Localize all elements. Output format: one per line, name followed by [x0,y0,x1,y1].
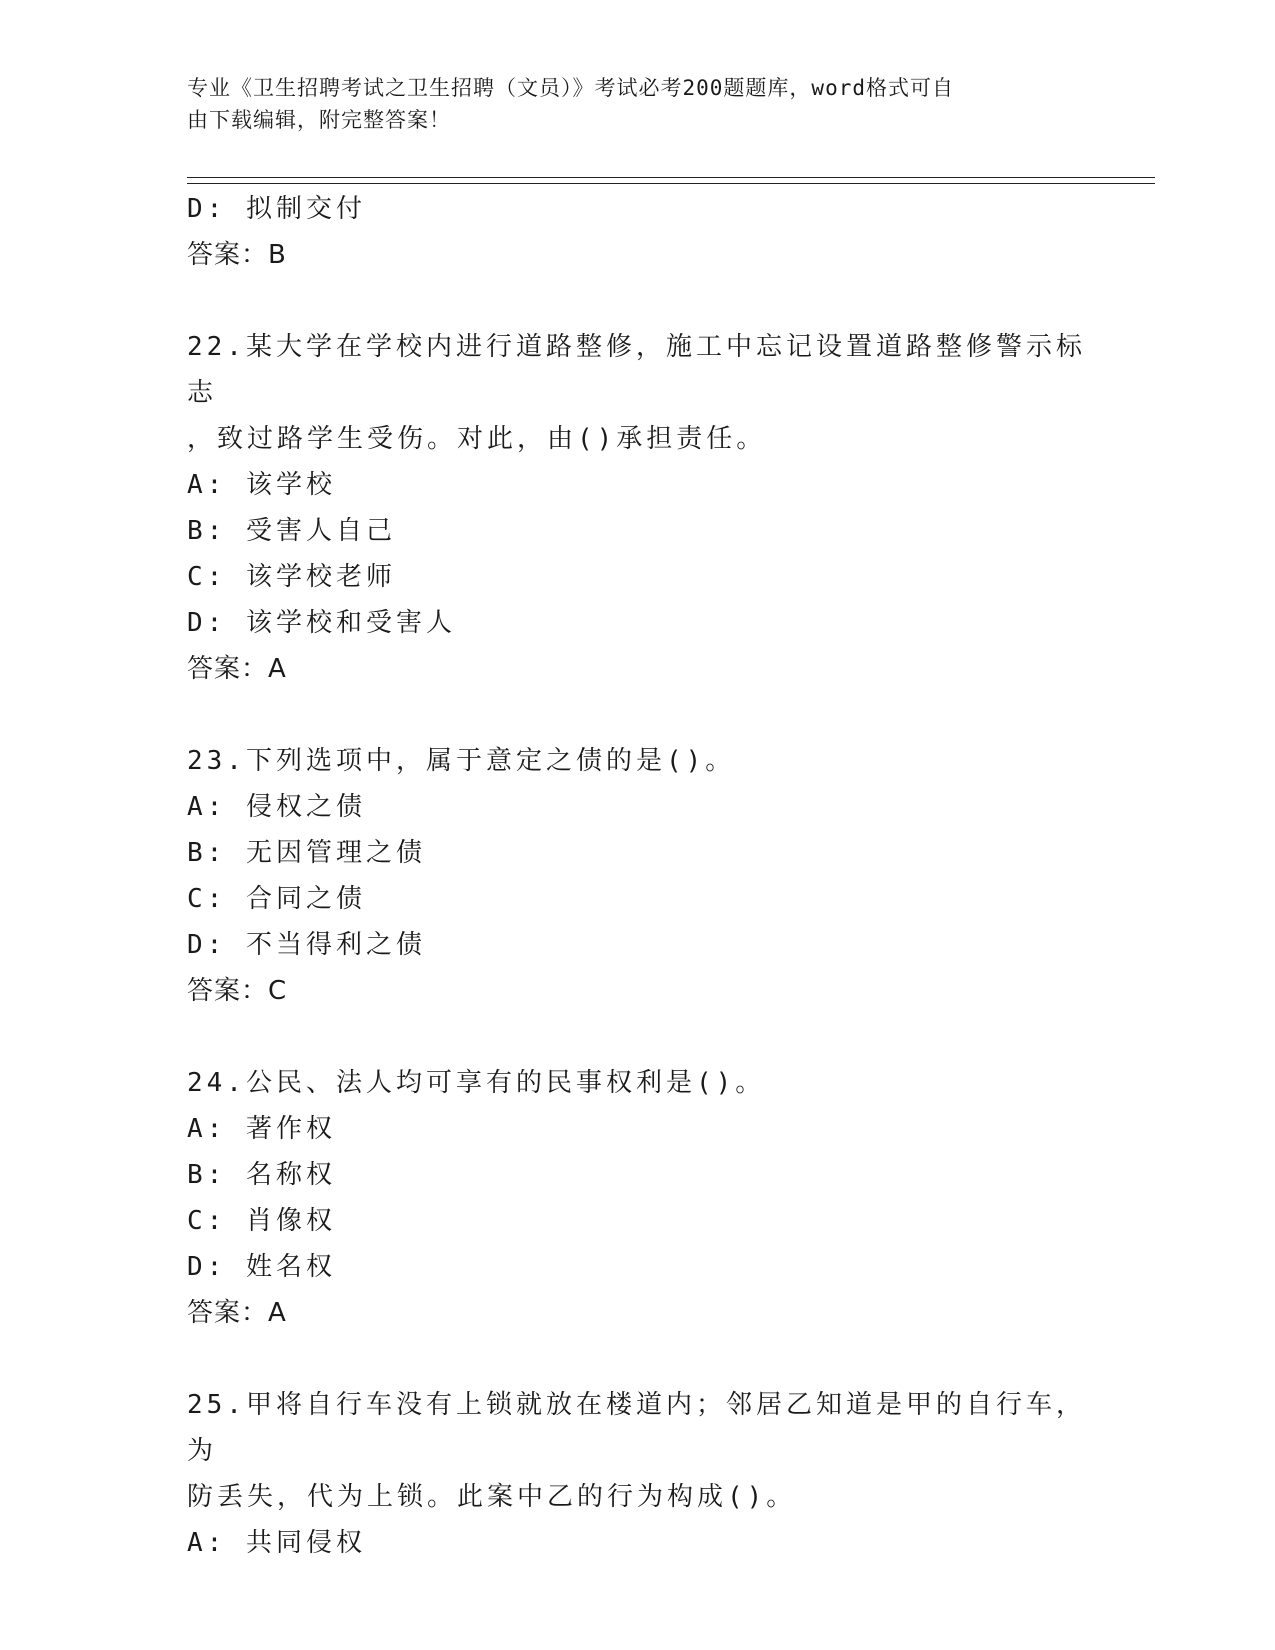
option-a: A: 该学校 [187,470,336,500]
option-d: D: 该学校和受害人 [187,608,456,638]
question-22 [187,324,1087,692]
header-rule-top [187,177,1155,178]
question-24 [187,1060,1087,1336]
option-a: A: 共同侵权 [187,1528,366,1558]
header-title-line-2: 由下载编辑，附完整答案！ [187,108,451,132]
option-d: D: 拟制交付 [187,194,366,224]
question-stem-line-1: 23.下列选项中，属于意定之债的是()。 [187,746,736,776]
question-stem-line-1: 22.某大学在学校内进行道路整修，施工中忘记设置道路整修警示标志 [187,332,1086,408]
question-stem-line-1: 24.公民、法人均可享有的民事权利是()。 [187,1068,766,1098]
header-rule-bottom [187,183,1155,184]
spacer [187,692,1087,738]
question-23 [187,738,1087,1014]
question-25 [187,1382,1087,1566]
option-c: C: 合同之债 [187,884,366,914]
question-stem-line-2: ，致过路学生受伤。对此，由()承担责任。 [187,424,767,454]
option-b: B: 受害人自己 [187,516,396,546]
option-c: C: 该学校老师 [187,562,396,592]
spacer [187,1014,1087,1060]
option-a: A: 著作权 [187,1114,336,1144]
option-d: D: 不当得利之债 [187,930,426,960]
option-b: B: 无因管理之债 [187,838,426,868]
answer-line: 答案：C [187,976,288,1006]
document-header [187,72,1087,136]
answer-line: 答案：B [187,240,287,270]
option-c: C: 肖像权 [187,1206,336,1236]
header-title-line-1: 专业《卫生招聘考试之卫生招聘（文员）》考试必考200题题库，word格式可自 [187,76,954,100]
spacer [187,278,1087,324]
previous-question-tail [187,186,1087,278]
option-b: B: 名称权 [187,1160,336,1190]
question-stem-line-1: 25.甲将自行车没有上锁就放在楼道内；邻居乙知道是甲的自行车，为 [187,1390,1086,1466]
answer-line: 答案：A [187,654,287,684]
question-stem-line-2: 防丢失，代为上锁。此案中乙的行为构成()。 [187,1482,797,1512]
option-d: D: 姓名权 [187,1252,336,1282]
spacer [187,1336,1087,1382]
document-body [187,186,1087,1566]
option-a: A: 侵权之债 [187,792,366,822]
answer-line: 答案：A [187,1298,287,1328]
